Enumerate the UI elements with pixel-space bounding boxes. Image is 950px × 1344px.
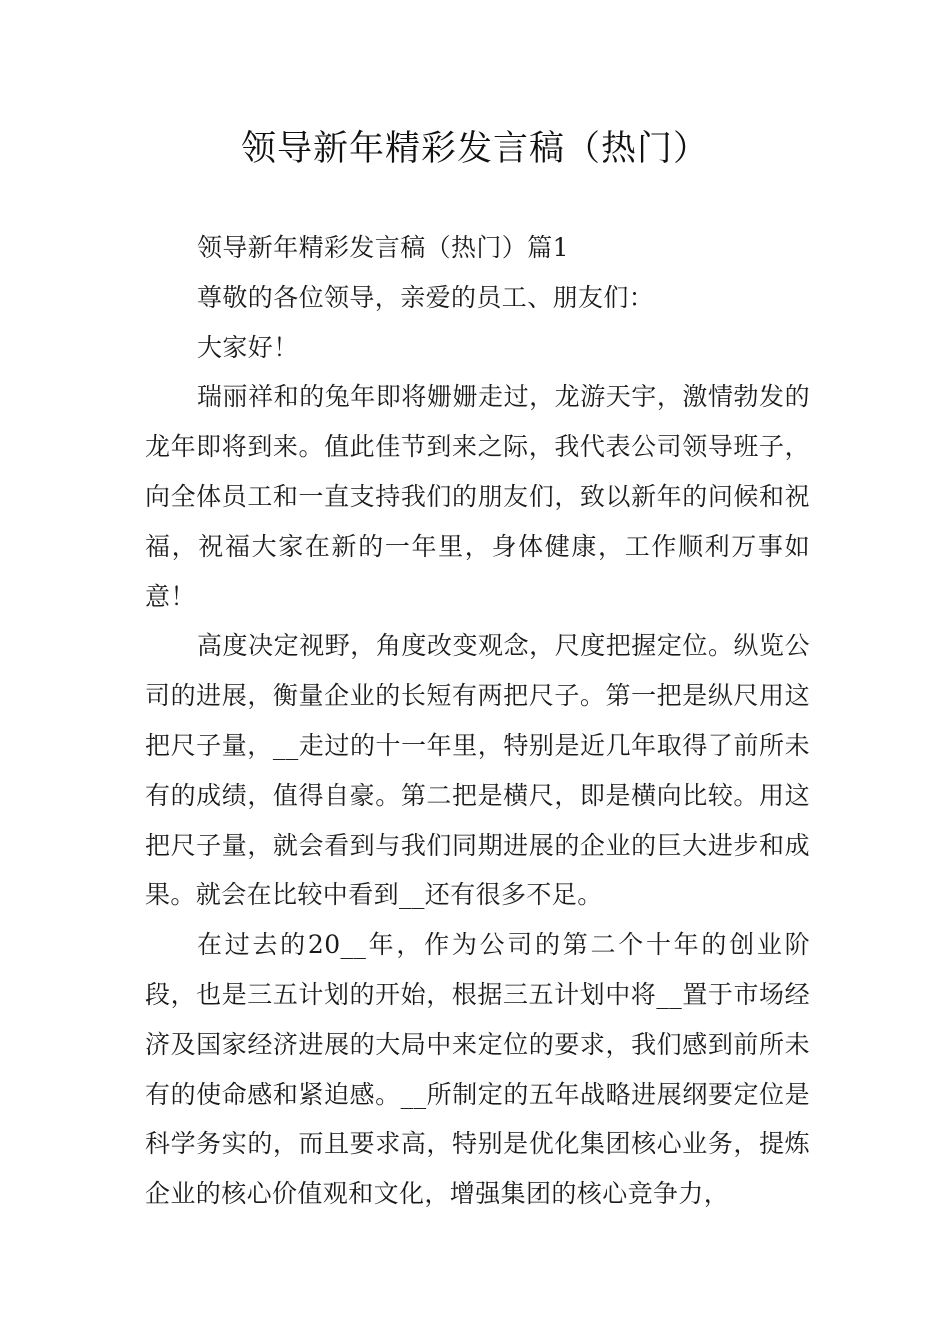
body-paragraph: 高度决定视野，角度改变观念，尺度把握定位。纵览公司的进展，衡量企业的长短有两把尺子。第一把是纵尺用这把尺子量，__走过的十一年里，特别是近几年取得了前所未有的成绩，值得自豪。第二把是横尺，即是横向比较。用这把尺子量，就会看到与我们同期进展的企业的巨大进步和成果。就会在比较中看到__还有很多不足。 bbox=[145, 631, 810, 910]
body-paragraph: 在过去的20__年，作为公司的第二个十年的创业阶段，也是三五计划的开始，根据三五计划中将__置于市场经济及国家经济进展的大局中来定位的要求，我们感到前所未有的使命感和紧迫感。__所制定的五年战略进展纲要定位是科学务实的，而且要求高，特别是优化集团核心业务，提炼企业的核心价值观和文化，增强集团的核心竞争力， bbox=[145, 930, 810, 1209]
document-body bbox=[145, 223, 810, 1219]
salutation: 尊敬的各位领导，亲爱的员工、朋友们： bbox=[197, 282, 655, 312]
section-heading: 领导新年精彩发言稿（热门）篇1 bbox=[197, 233, 569, 262]
body-paragraph: 瑞丽祥和的兔年即将姗姗走过，龙游天宇，激情勃发的龙年即将到来。值此佳节到来之际，我代表公司领导班子，向全体员工和一直支持我们的朋友们，致以新年的问候和祝福，祝福大家在新的一年里，身体健康，工作顺利万事如意！ bbox=[145, 382, 810, 611]
greeting: 大家好！ bbox=[197, 332, 299, 362]
document-title: 领导新年精彩发言稿（热门） bbox=[240, 129, 709, 169]
